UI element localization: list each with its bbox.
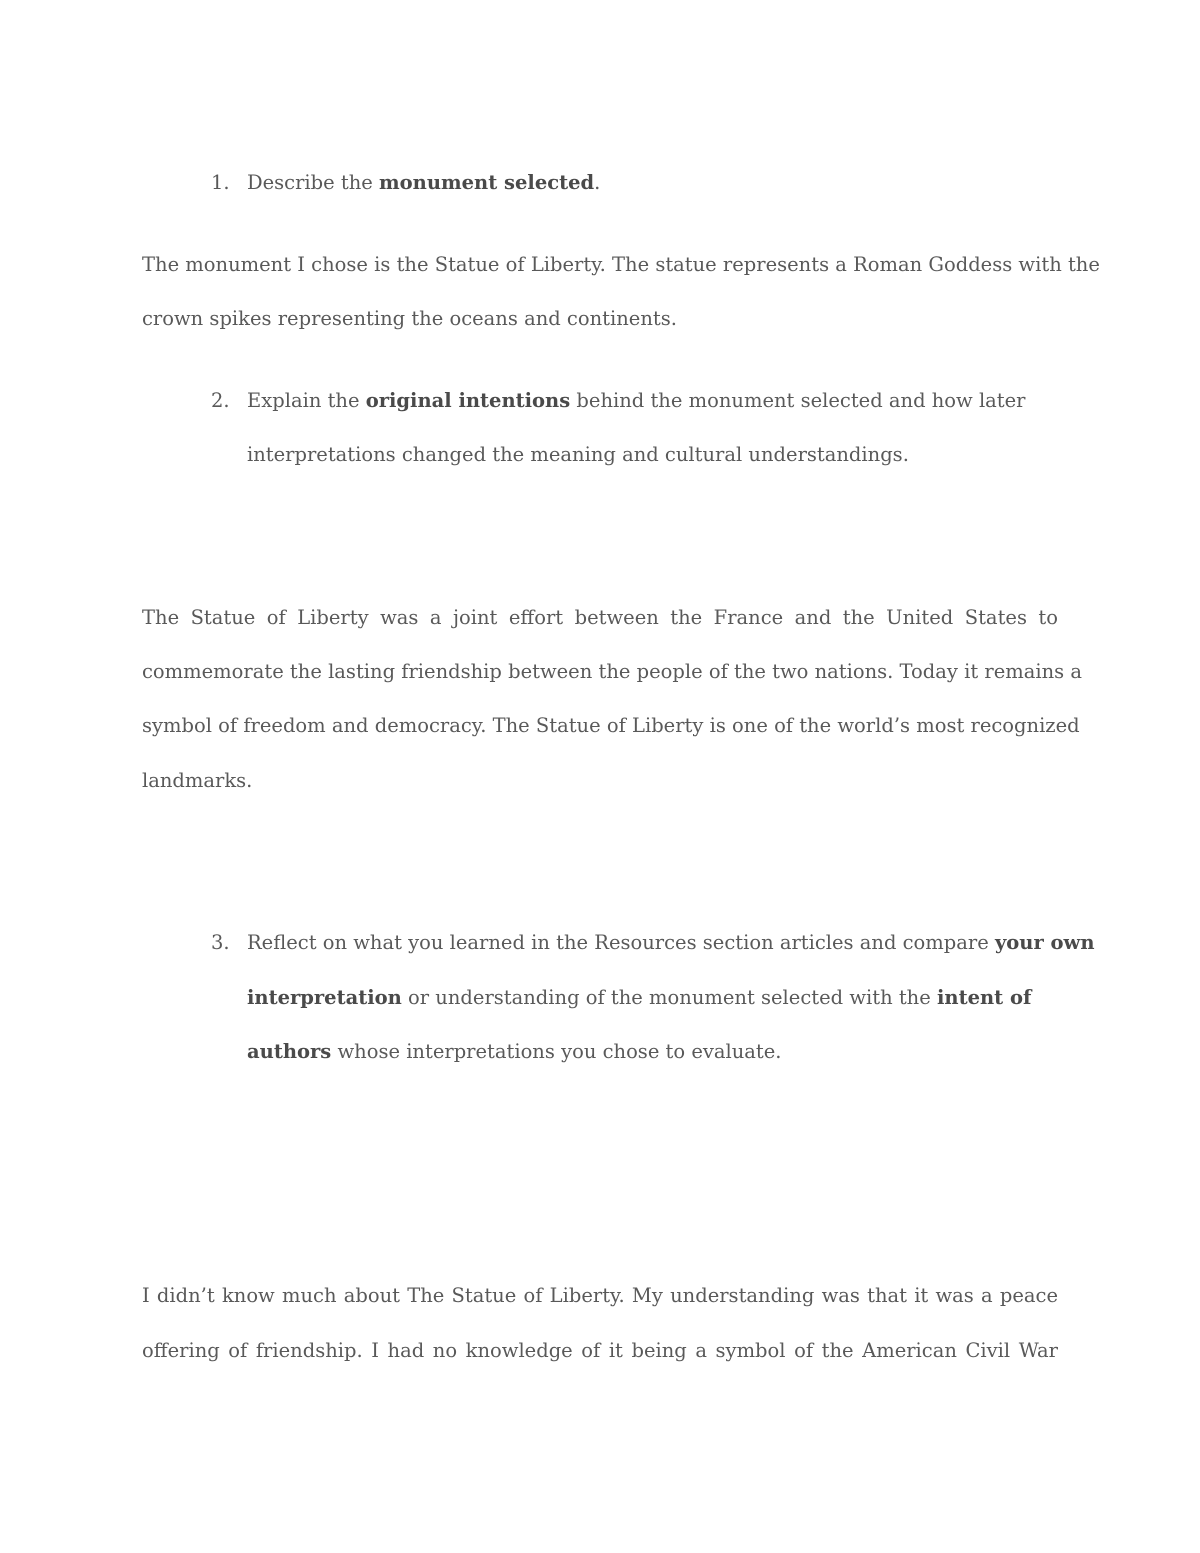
- question-2-line-2: interpretations changed the meaning and cultural understandings.: [247, 443, 909, 466]
- answer-3-line-2: offering of friendship. I had no knowledge of it being a symbol of the American Civil War: [142, 1339, 1058, 1362]
- question-2-text-end: behind the monument selected and how later: [570, 389, 1026, 412]
- question-3-line-2: [247, 983, 1031, 1013]
- list-number-3: 3.: [211, 931, 230, 954]
- question-3-bold-1: your own: [994, 931, 1095, 954]
- question-1-end: .: [594, 171, 601, 194]
- answer-1-line-1: The monument I chose is the Statue of Liberty. The statue represents a Roman Goddess with the: [142, 253, 1100, 276]
- list-number-1: 1.: [211, 171, 230, 194]
- answer-3-line-1: I didn’t know much about The Statue of Liberty. My understanding was that it was a peace: [142, 1284, 1058, 1307]
- list-number-2: 2.: [211, 389, 230, 412]
- question-3-bold-3: intent of: [936, 986, 1032, 1009]
- question-3-line-3: [247, 1037, 782, 1067]
- question-1: [247, 168, 600, 198]
- question-2-text: Explain the: [247, 389, 366, 412]
- answer-2-line-1: The Statue of Liberty was a joint effort between the France and the United States to: [142, 606, 1058, 629]
- answer-2-line-2: commemorate the lasting friendship between the people of the two nations. Today it remains a: [142, 660, 1082, 683]
- question-1-bold: monument selected: [379, 171, 595, 194]
- question-3-bold-2: interpretation: [247, 986, 402, 1009]
- question-3-text-2: or understanding of the monument selected with the: [401, 986, 937, 1009]
- question-3-bold-4: authors: [247, 1040, 332, 1063]
- answer-2-line-4: landmarks.: [142, 769, 253, 792]
- answer-1-line-2: crown spikes representing the oceans and continents.: [142, 307, 677, 330]
- question-2-bold: original intentions: [365, 389, 571, 412]
- answer-2-line-3: symbol of freedom and democracy. The Statue of Liberty is one of the world’s most recognized: [142, 714, 1080, 737]
- question-3-line-1: [247, 928, 1095, 958]
- question-3-text-3: whose interpretations you chose to evaluate.: [331, 1040, 782, 1063]
- question-2-line-1: [247, 386, 1026, 416]
- question-1-text: Describe the: [247, 171, 380, 194]
- question-3-text: Reflect on what you learned in the Resources section articles and compare: [247, 931, 995, 954]
